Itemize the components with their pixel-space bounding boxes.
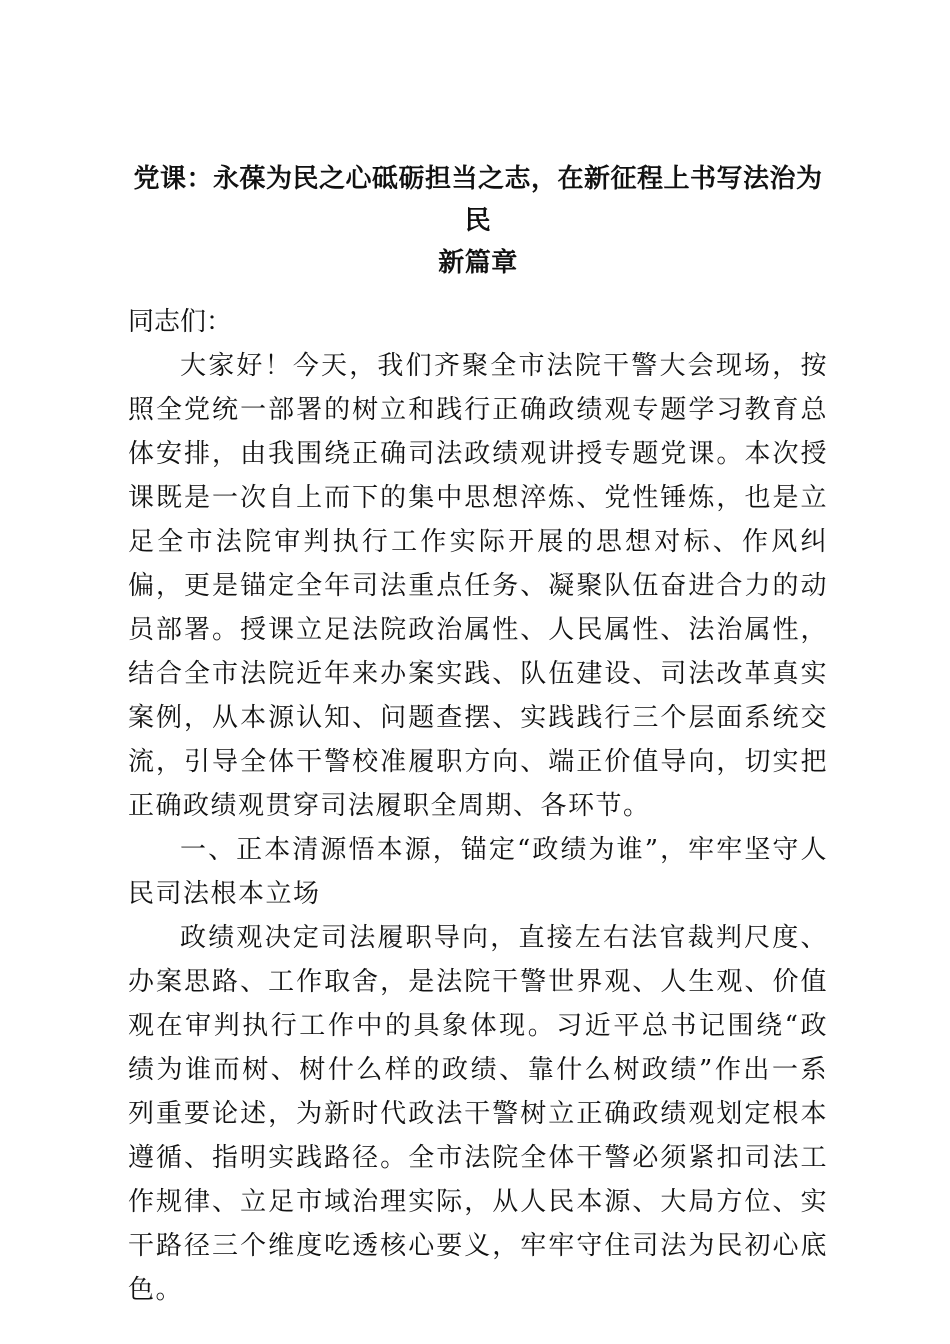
intro-paragraph: 大家好！今天，我们齐聚全市法院干警大会现场，按照全党统一部署的树立和践行正确政绩观专题学习教育总体安排，由我围绕正确司法政绩观讲授专题党课。本次授课既是一次自上而下的集中思想淬炼、党性锤炼，也是立足全市法院审判执行工作实际开展的思想对标、作风纠偏，更是锚定全年司法重点任务、凝聚队伍奋进合力的动员部署。授课立足法院政治属性、人民属性、法治属性，结合全市法院近年来办案实践、队伍建设、司法改革真实案例，从本源认知、问题查摆、实践践行三个层面系统交流，引导全体干警校准履职方向、端正价值导向，切实把正确政绩观贯穿司法履职全周期、各环节。 [128,351,828,821]
document-title [128,158,828,284]
section-1-paragraph: 政绩观决定司法履职导向，直接左右法官裁判尺度、办案思路、工作取舍，是法院干警世界观、人生观、价值观在审判执行工作中的具象体现。习近平总书记围绕“政绩为谁而树、树什么样的政绩、靠什么树政绩”作出一系列重要论述，为新时代政法干警树立正确政绩观划定根本遵循、指明实践路径。全市法院全体干警必须紧扣司法工作规律、立足市域治理实际，从人民本源、大局方位、实干路径三个维度吃透核心要义，牢牢守住司法为民初心底色。 [128,923,828,1305]
section-1-heading: 一、正本清源悟本源，锚定“政绩为谁”，牢牢坚守人民司法根本立场 [128,835,828,909]
document-body [128,158,828,1312]
salutation: 同志们： [128,307,233,337]
title-line-2: 新篇章 [438,248,518,278]
title-line-1: 党课：永葆为民之心砥砺担当之志，在新征程上书写法治为民 [133,164,823,236]
